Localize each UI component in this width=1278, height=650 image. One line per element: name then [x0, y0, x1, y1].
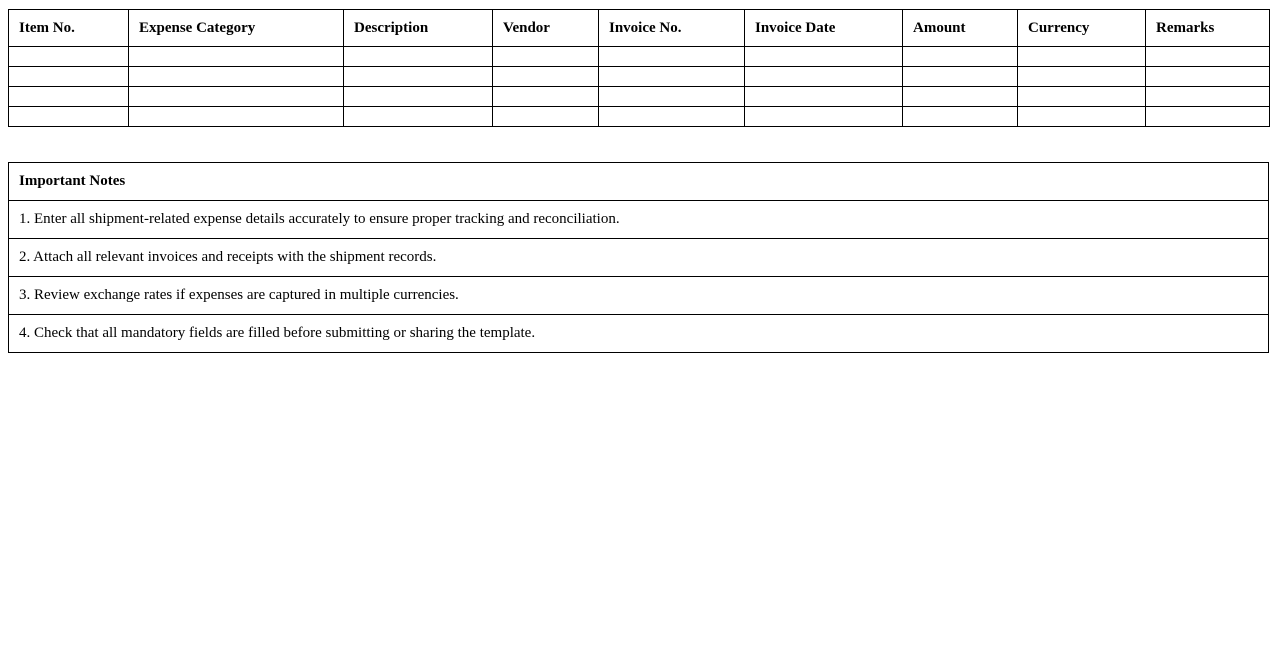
expense-table-row	[9, 107, 1270, 127]
expense-cell[interactable]	[129, 87, 344, 107]
expense-cell[interactable]	[129, 107, 344, 127]
expense-cell[interactable]	[1146, 47, 1270, 67]
expense-table-body	[9, 47, 1270, 127]
header-amount: Amount	[903, 10, 1018, 47]
expense-cell[interactable]	[1018, 87, 1146, 107]
expense-table-row	[9, 47, 1270, 67]
expense-table-row	[9, 87, 1270, 107]
header-expense-category: Expense Category	[129, 10, 344, 47]
expense-cell[interactable]	[599, 87, 745, 107]
header-currency: Currency	[1018, 10, 1146, 47]
note-item-2: 2. Attach all relevant invoices and receipts with the shipment records.	[9, 239, 1269, 277]
expense-cell[interactable]	[1146, 67, 1270, 87]
expense-table-row	[9, 67, 1270, 87]
expense-cell[interactable]	[903, 47, 1018, 67]
expense-cell[interactable]	[9, 107, 129, 127]
notes-title: Important Notes	[9, 163, 1269, 201]
note-row	[9, 315, 1269, 353]
header-invoice-date: Invoice Date	[745, 10, 903, 47]
expense-cell[interactable]	[1146, 87, 1270, 107]
expense-table	[8, 9, 1270, 127]
expense-cell[interactable]	[129, 67, 344, 87]
expense-cell[interactable]	[599, 67, 745, 87]
expense-cell[interactable]	[493, 47, 599, 67]
note-item-1: 1. Enter all shipment-related expense details accurately to ensure proper tracking and reconciliation.	[9, 201, 1269, 239]
expense-cell[interactable]	[129, 47, 344, 67]
notes-title-row	[9, 163, 1269, 201]
expense-cell[interactable]	[903, 87, 1018, 107]
expense-cell[interactable]	[344, 107, 493, 127]
header-description: Description	[344, 10, 493, 47]
expense-cell[interactable]	[1018, 107, 1146, 127]
expense-cell[interactable]	[599, 47, 745, 67]
expense-cell[interactable]	[1018, 67, 1146, 87]
expense-cell[interactable]	[344, 87, 493, 107]
expense-cell[interactable]	[493, 87, 599, 107]
notes-table	[8, 162, 1269, 353]
expense-cell[interactable]	[9, 47, 129, 67]
note-item-3: 3. Review exchange rates if expenses are captured in multiple currencies.	[9, 277, 1269, 315]
expense-cell[interactable]	[9, 67, 129, 87]
expense-cell[interactable]	[903, 107, 1018, 127]
expense-cell[interactable]	[493, 107, 599, 127]
note-row	[9, 277, 1269, 315]
expense-table-header-row	[9, 10, 1270, 47]
note-row	[9, 239, 1269, 277]
header-item-no: Item No.	[9, 10, 129, 47]
expense-cell[interactable]	[1146, 107, 1270, 127]
expense-cell[interactable]	[344, 47, 493, 67]
expense-cell[interactable]	[745, 67, 903, 87]
expense-cell[interactable]	[493, 67, 599, 87]
header-remarks: Remarks	[1146, 10, 1270, 47]
note-row	[9, 201, 1269, 239]
expense-cell[interactable]	[1018, 47, 1146, 67]
expense-cell[interactable]	[344, 67, 493, 87]
expense-cell[interactable]	[745, 107, 903, 127]
expense-cell[interactable]	[599, 107, 745, 127]
header-invoice-no: Invoice No.	[599, 10, 745, 47]
expense-cell[interactable]	[745, 87, 903, 107]
expense-cell[interactable]	[903, 67, 1018, 87]
note-item-4: 4. Check that all mandatory fields are filled before submitting or sharing the template.	[9, 315, 1269, 353]
expense-cell[interactable]	[9, 87, 129, 107]
expense-cell[interactable]	[745, 47, 903, 67]
header-vendor: Vendor	[493, 10, 599, 47]
